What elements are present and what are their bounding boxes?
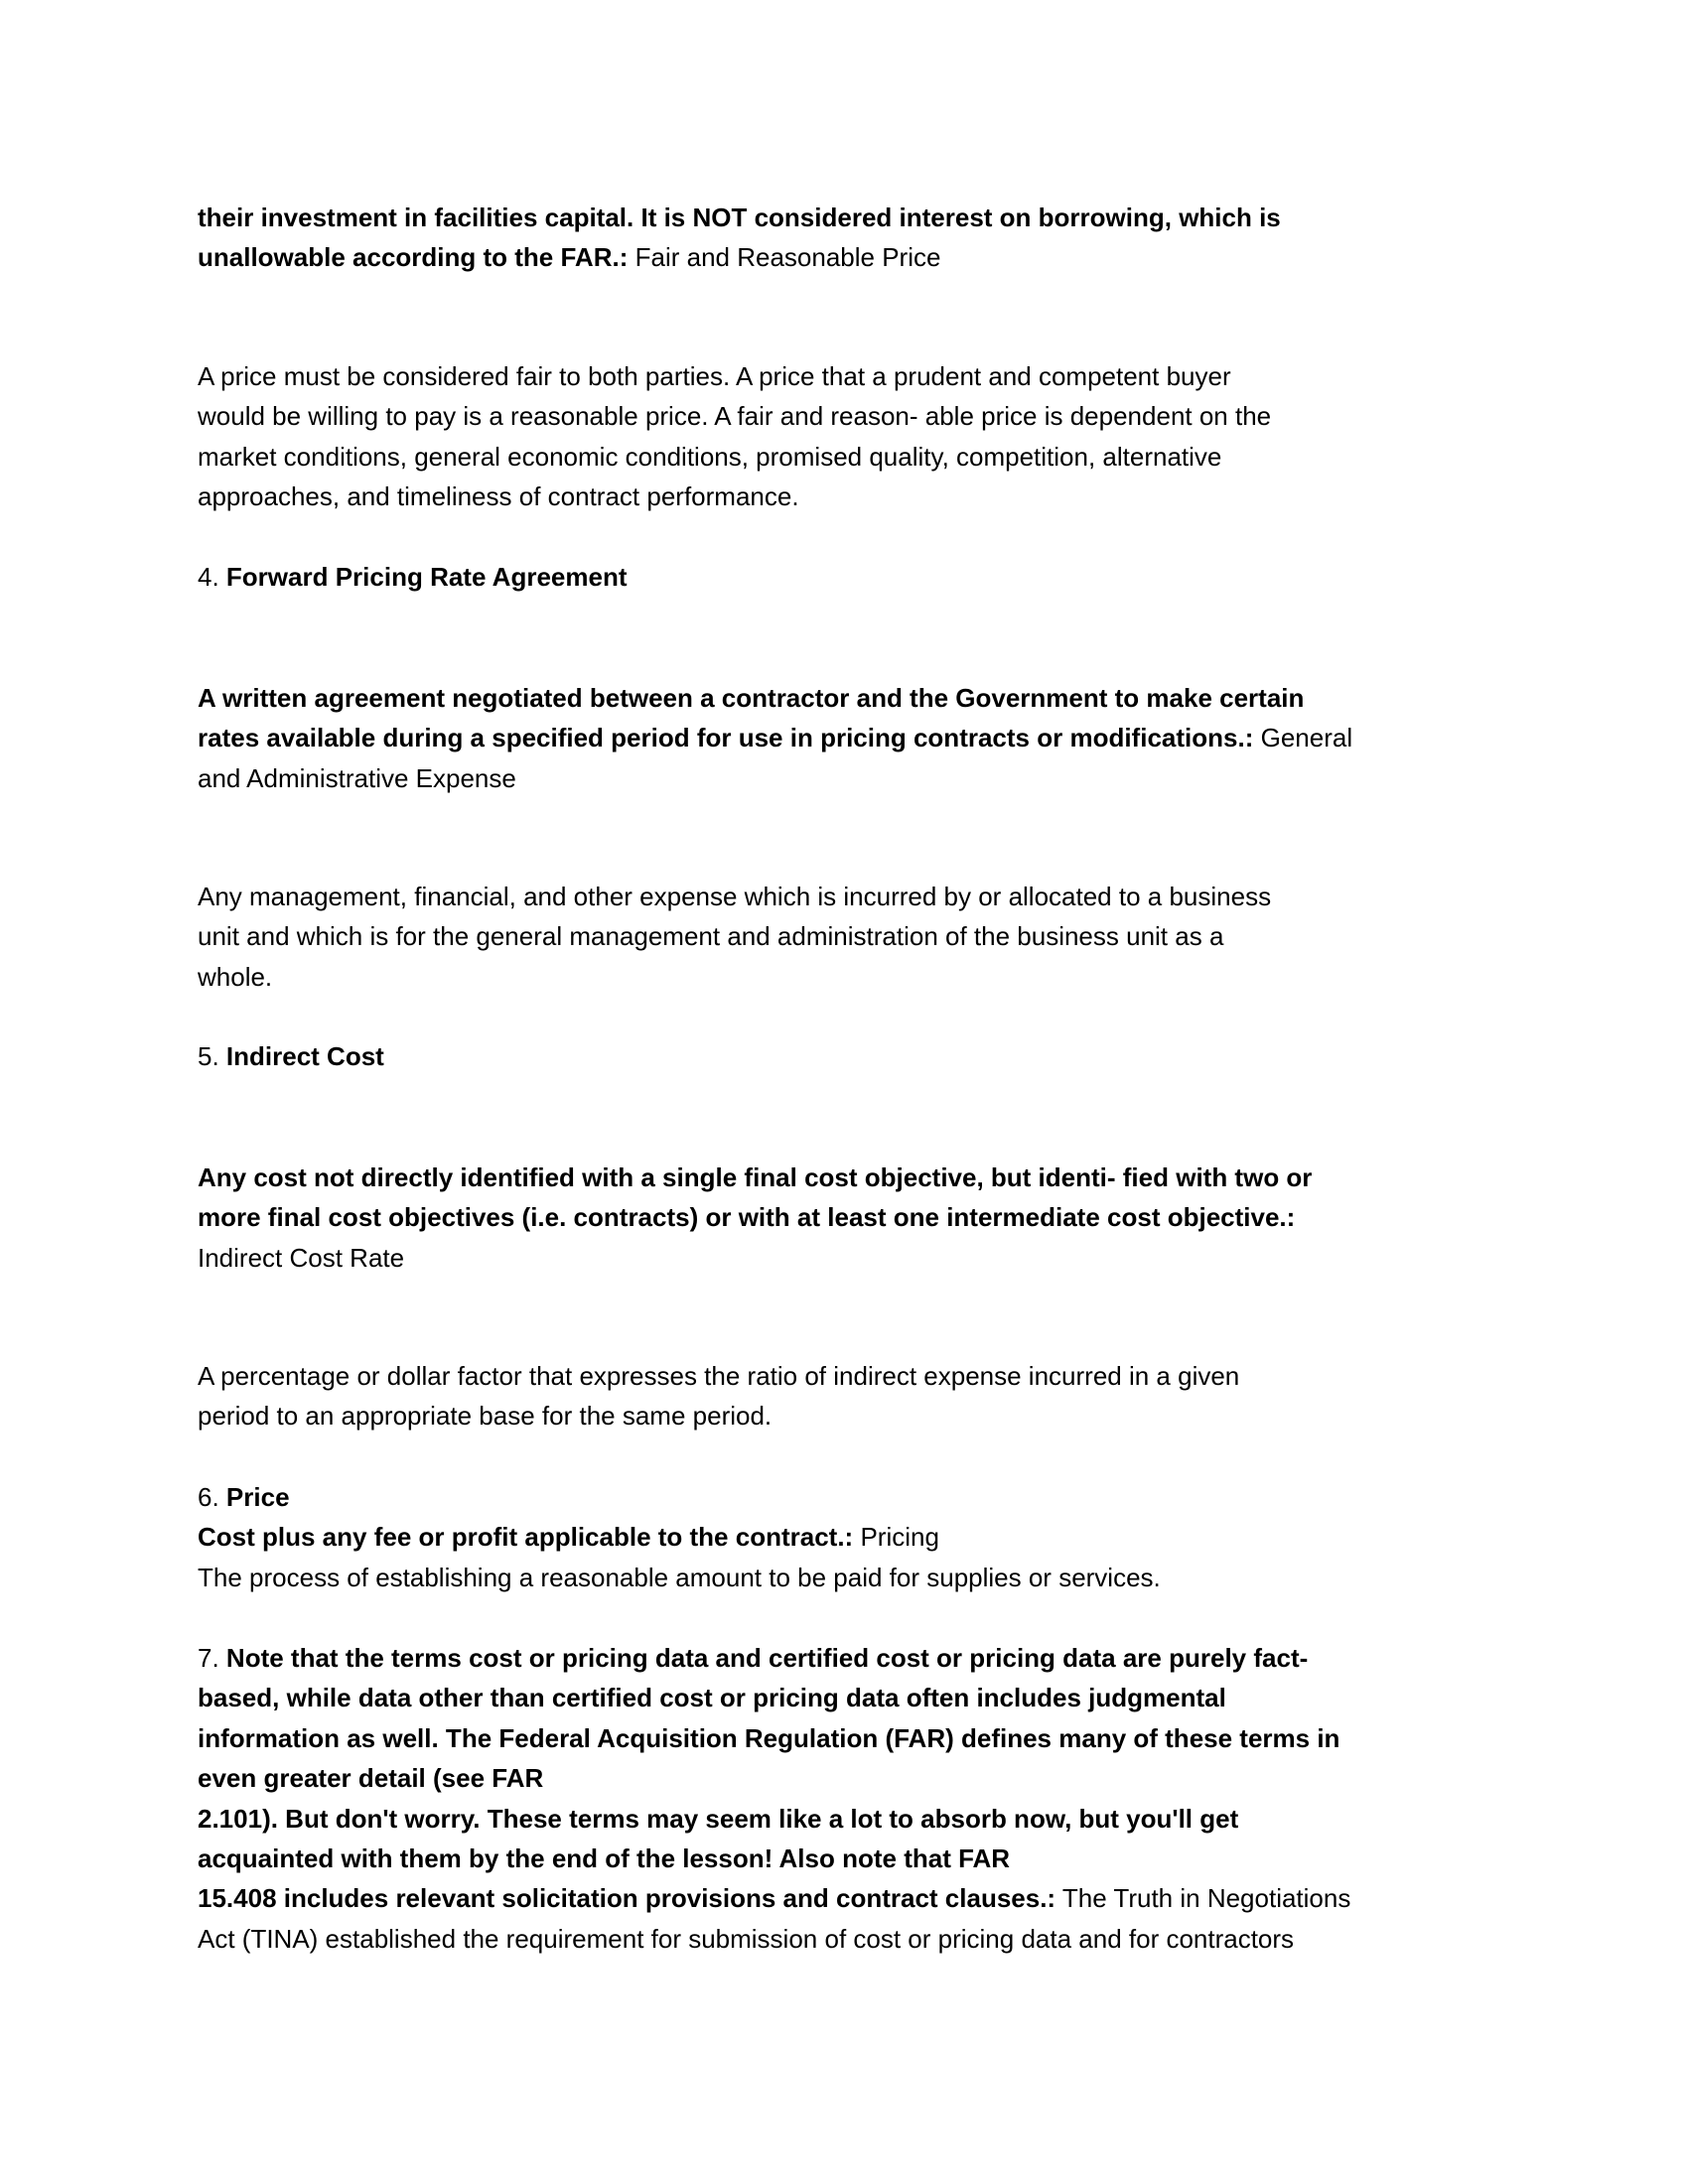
item-4-heading — [198, 557, 1508, 597]
text-line: A price must be considered fair to both parties. A price that a prudent and competent buyer — [198, 361, 1231, 391]
definition-line: Note that the terms cost or pricing data and certified cost or pricing data are purely fact- — [225, 1643, 1309, 1673]
definition-line: 15.408 includes relevant solicitation provisions and contract clauses.: — [198, 1883, 1056, 1914]
term: and Administrative Expense — [198, 762, 516, 793]
definition-line: acquainted with them by the end of the lesson! Also note that FAR — [198, 1843, 1011, 1873]
text-line: Any management, financial, and other expense which is incurred by or allocated to a business — [198, 882, 1272, 911]
term: General — [1260, 723, 1353, 753]
item-7 — [198, 1638, 1508, 1959]
fair-price-definition — [198, 198, 1508, 278]
term: Fair and Reasonable Price — [634, 242, 941, 273]
definition-line: based, while data other than certified cost or pricing data often includes judgmental — [198, 1683, 1226, 1713]
definition-line: unallowable according to the FAR.: — [198, 242, 629, 273]
item-title: Price — [225, 1482, 290, 1512]
fair-price-explanation — [198, 356, 1508, 517]
item-5-heading — [198, 1036, 1508, 1076]
term: Act (TINA) established the requirement for submission of cost or pricing data and for contractors — [198, 1923, 1295, 1954]
definition-line: 2.101). But don't worry. These terms may seem like a lot to absorb now, but you'll get — [198, 1803, 1239, 1834]
term: Indirect Cost Rate — [198, 1242, 405, 1273]
definition-line: even greater detail (see FAR — [198, 1763, 544, 1794]
item-title: Indirect Cost — [225, 1041, 384, 1071]
text-line: would be willing to pay is a reasonable price. A fair and reason- able price is dependent on the — [198, 401, 1272, 432]
definition-line: Cost plus any fee or profit applicable to the contract.: — [198, 1522, 854, 1553]
definition-line: information as well. The Federal Acquisition Regulation (FAR) defines many of these terms in — [198, 1722, 1340, 1753]
item-number: 6. — [198, 1482, 219, 1512]
term: Pricing — [860, 1522, 939, 1553]
item-number: 5. — [198, 1041, 219, 1071]
definition-line: A written agreement negotiated between a contractor and the Government to make certain — [198, 683, 1305, 713]
text-line: market conditions, general economic conditions, promised quality, competition, alternative — [198, 441, 1222, 472]
text-line: The process of establishing a reasonable amount to be paid for supplies or services. — [198, 1562, 1161, 1592]
item-title: Forward Pricing Rate Agreement — [225, 562, 628, 592]
definition-line: their investment in facilities capital. It is NOT considered interest on borrowing, which is — [198, 203, 1281, 232]
text-line: approaches, and timeliness of contract performance. — [198, 481, 799, 512]
text-line: whole. — [198, 961, 273, 992]
text-line: A percentage or dollar factor that expresses the ratio of indirect expense incurred in a given — [198, 1361, 1240, 1391]
text-line: unit and which is for the general management and administration of the business unit as a — [198, 921, 1224, 952]
item-6 — [198, 1477, 1508, 1597]
item-number: 7. — [198, 1643, 219, 1673]
item-5-explanation — [198, 1356, 1508, 1436]
definition-line: more final cost objectives (i.e. contracts) or with at least one intermediate cost objective.: — [198, 1202, 1296, 1233]
definition-line: Any cost not directly identified with a single final cost objective, but identi- fied with two or — [198, 1162, 1313, 1192]
item-4-explanation — [198, 877, 1508, 997]
term: The Truth in Negotiations — [1061, 1883, 1351, 1914]
item-4-definition — [198, 678, 1508, 798]
text-line: period to an appropriate base for the same period. — [198, 1401, 773, 1432]
item-number: 4. — [198, 562, 219, 592]
definition-line: rates available during a specified period for use in pricing contracts or modifications.: — [198, 723, 1254, 753]
item-5-definition — [198, 1158, 1508, 1278]
